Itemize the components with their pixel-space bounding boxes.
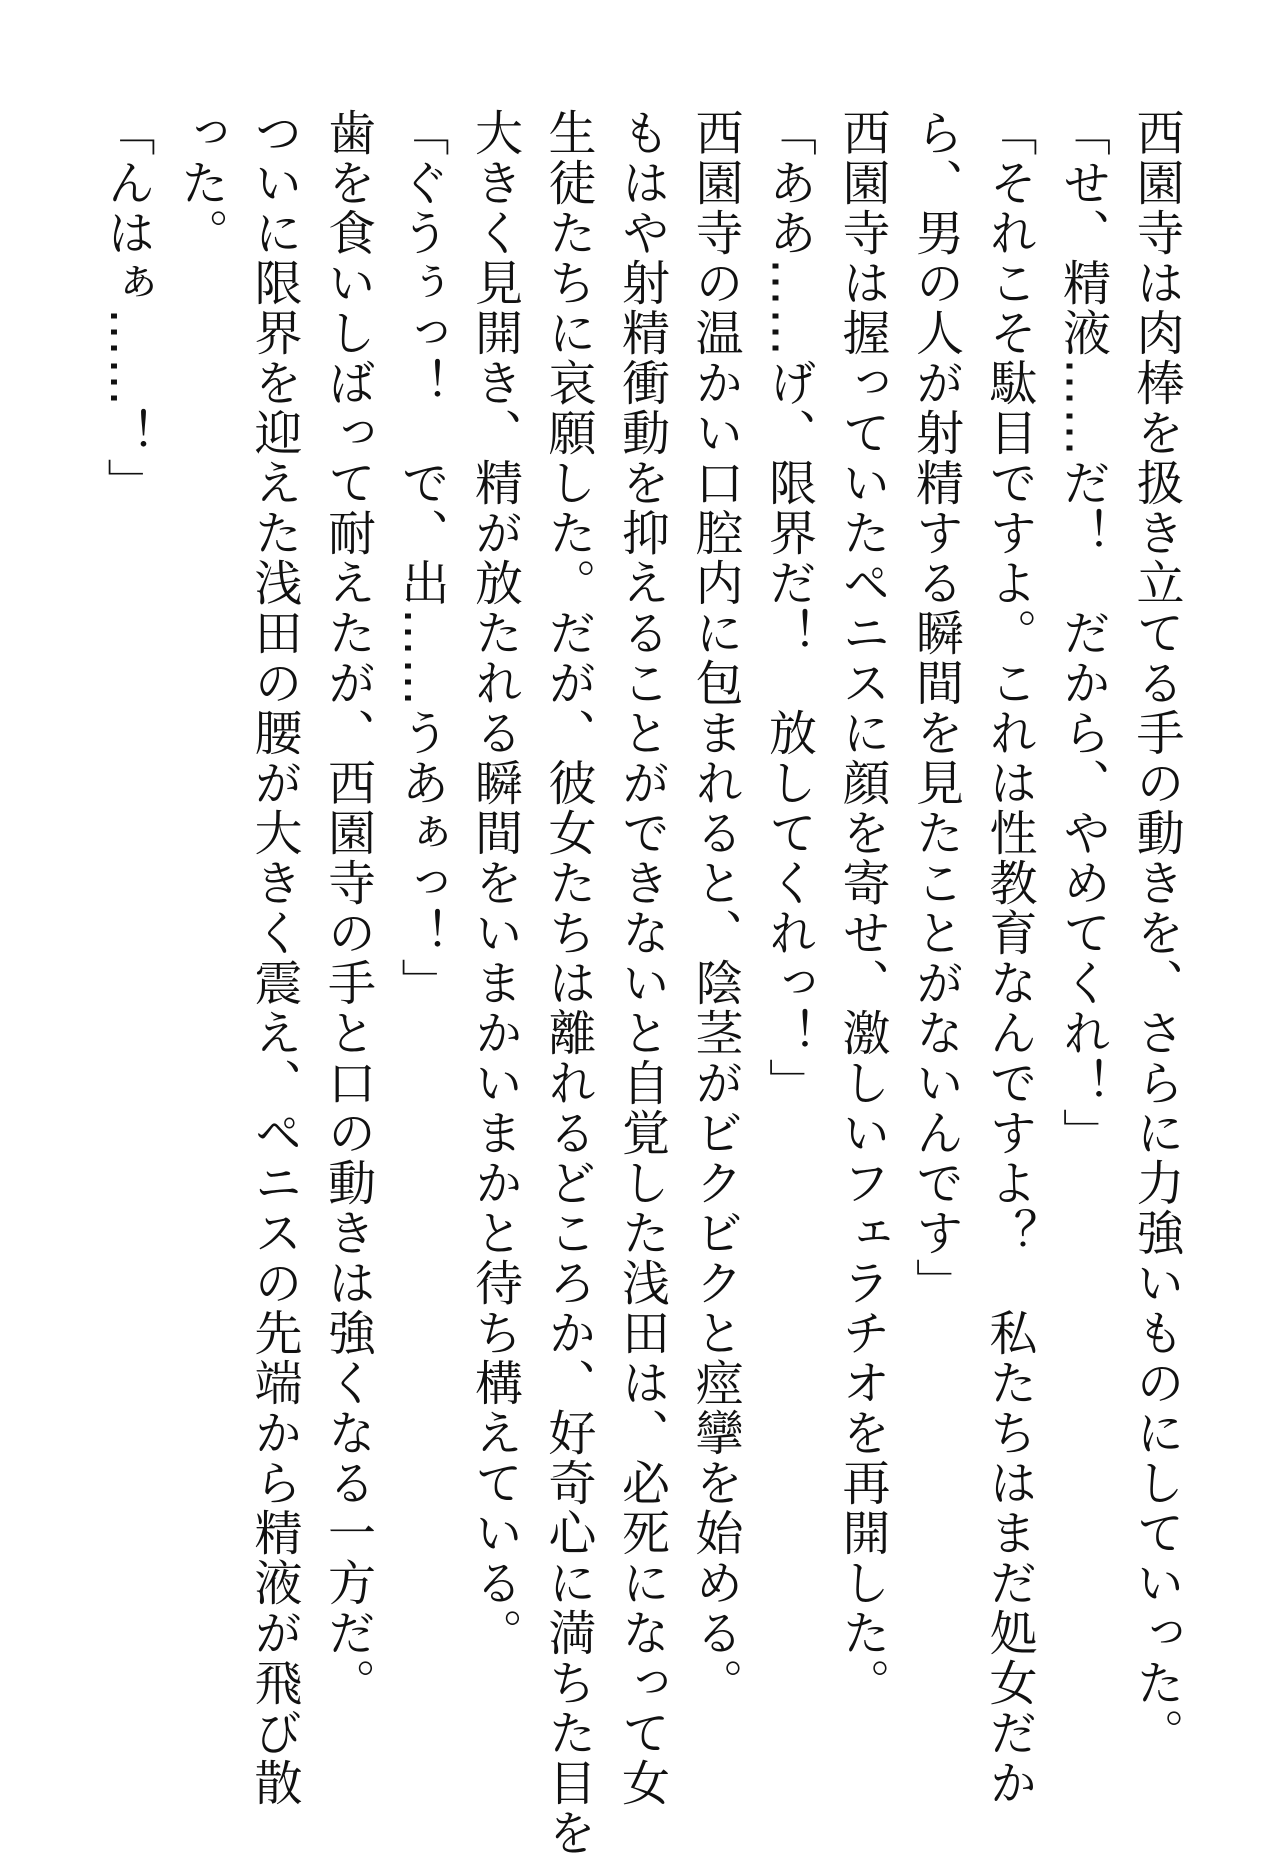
text-line-12: 歯を食いしばって耐えたが、西園寺の手と口の動きは強くなる一方だ。 (319, 108, 376, 1708)
text-line-13: ついに限界を迎えた浅田の腰が大きく震え、ペニスの先端から精液が飛び散 (246, 108, 302, 1808)
text-line-6: 「ああ……げ、限界だ！ 放してくれっ！」 (760, 108, 817, 1108)
text-line-7: 西園寺の温かい口腔内に包まれると、陰茎がビクビクと痙攣を始める。 (687, 108, 743, 1708)
text-line-11: 「ぐうぅっ！ で、出……うあぁっ！」 (393, 108, 449, 1008)
text-line-4: ら、男の人が射精する瞬間を見たことがないんです」 (907, 108, 964, 1308)
text-line-3: 「それこそ駄目ですよ。これは性教育なんですよ？ 私たちはまだ処女だか (981, 108, 1037, 1808)
text-line-15: 「んはぁ……！」 (99, 108, 155, 508)
text-line-14: った。 (172, 108, 229, 258)
text-line-10: 大きく見開き、精が放たれる瞬間をいまかいまかと待ち構えている。 (466, 108, 523, 1658)
text-line-1: 西園寺は肉棒を扱き立てる手の動きを、さらに力強いものにしていった。 (1128, 108, 1184, 1758)
text-line-5: 西園寺は握っていたペニスに顔を寄せ、激しいフェラチオを再開した。 (834, 108, 890, 1708)
text-line-8: もはや射精衝動を抑えることができないと自覚した浅田は、必死になって女 (613, 108, 670, 1808)
text-line-2: 「せ、精液……だ！ だから、やめてくれ！」 (1054, 108, 1111, 1158)
vertical-text-body (90, 108, 1193, 1858)
text-line-9: 生徒たちに哀願した。だが、彼女たちは離れるどころか、好奇心に満ちた目を (540, 108, 596, 1858)
